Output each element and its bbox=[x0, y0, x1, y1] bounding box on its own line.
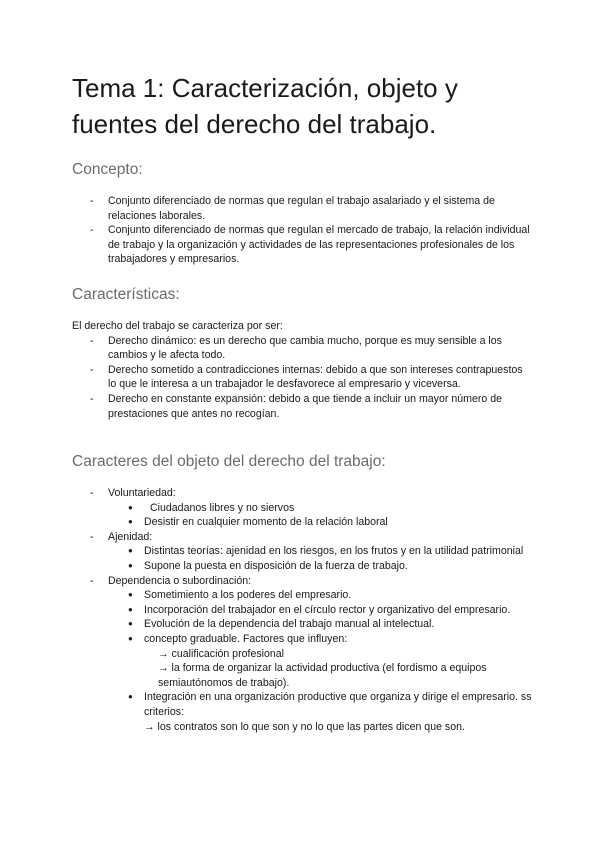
caracteristicas-block bbox=[72, 319, 532, 421]
sub-list-item-text: Sometimiento a los poderes del empresario. bbox=[144, 589, 352, 602]
bullet-marker: ● bbox=[128, 604, 133, 614]
sub-list-item bbox=[72, 515, 532, 530]
sub-list-item-text: Incorporación del trabajador en el círculo rector y organizativo del empresario. bbox=[144, 603, 511, 616]
list-item-text: Derecho dinámico: es un derecho que cambia mucho, porque es muy sensible a los cambios y le afecta todo. bbox=[108, 334, 502, 362]
bullet-marker: ● bbox=[128, 619, 133, 629]
bullet-marker: ● bbox=[128, 502, 133, 512]
list-item bbox=[72, 392, 532, 421]
page-title: Tema 1: Caracterización, objeto y fuentes del derecho del trabajo. bbox=[72, 73, 458, 139]
list-item-text: Derecho sometido a contradicciones internas: debido a que son intereses contrapuestos lo que le interesa a un trabajador le desfavorece al empresario y viceversa. bbox=[108, 363, 523, 391]
sub-list-item bbox=[72, 544, 532, 559]
dependencia-sublist bbox=[72, 588, 532, 734]
list-item-dependencia bbox=[72, 574, 532, 589]
sub-list-item bbox=[72, 588, 532, 603]
bullet-marker: ● bbox=[128, 517, 133, 527]
sub-list-item-text: Evolución de la dependencia del trabajo manual al intelectual. bbox=[144, 618, 435, 631]
sub-list-item-text: Desistir en cualquier momento de la relación laboral bbox=[144, 516, 388, 529]
list-item-text: Dependencia o subordinación: bbox=[108, 574, 252, 587]
factor-line bbox=[144, 661, 532, 690]
caracteristicas-intro: El derecho del trabajo se caracteriza por ser: bbox=[72, 320, 283, 332]
section-heading-caracteres: Caracteres del objeto del derecho del trabajo: bbox=[72, 453, 386, 470]
bullet-marker: ● bbox=[128, 546, 133, 556]
caracteristicas-list bbox=[72, 334, 532, 422]
dash-marker: - bbox=[90, 195, 94, 207]
section-heading-caracteristicas: Características: bbox=[72, 286, 180, 303]
sub-list-item bbox=[72, 501, 532, 516]
list-item-text: Conjunto diferenciado de normas que regulan el trabajo asalariado y el sistema de relaciones laborales. bbox=[108, 195, 495, 222]
sub-list-item bbox=[72, 617, 532, 632]
list-item bbox=[72, 194, 532, 223]
dash-marker: - bbox=[90, 487, 94, 499]
section-heading-concepto: Concepto: bbox=[72, 161, 143, 178]
concepto-list-block bbox=[72, 194, 532, 267]
sub-list-item-text: Supone la puesta en disposición de la fuerza de trabajo. bbox=[144, 559, 408, 572]
sub-list-item-text: concepto graduable. Factores que influyen: bbox=[144, 632, 348, 645]
sub-list-item bbox=[72, 559, 532, 574]
bullet-marker: ● bbox=[128, 633, 133, 643]
list-item-text: Voluntariedad: bbox=[108, 487, 176, 499]
dash-marker: - bbox=[90, 392, 94, 405]
list-item-ajenidad bbox=[72, 530, 532, 545]
bullet-marker: ● bbox=[128, 590, 133, 600]
list-item-text: Derecho en constante expansión: debido a que tiende a incluir un mayor número de prestaciones que antes no recogían. bbox=[108, 392, 502, 420]
sub-list-item-text: Ciudadanos libres y no siervos bbox=[150, 501, 295, 514]
voluntariedad-sublist bbox=[72, 501, 532, 530]
sub-list-item-text: Integración en una organización productive que organiza y dirige el empresario. ss criterios: bbox=[144, 691, 532, 718]
sub-list-item bbox=[72, 632, 532, 690]
dash-marker: - bbox=[90, 530, 94, 543]
caracteres-block bbox=[72, 486, 532, 734]
ajenidad-sublist bbox=[72, 544, 532, 573]
dash-marker: - bbox=[90, 363, 94, 376]
dash-marker: - bbox=[90, 334, 94, 347]
list-item-text: Conjunto diferenciado de normas que regulan el mercado de trabajo, la relación individual de trabajo y la organización y actividades de las representaciones profesionales de los trabajadores y empresarios. bbox=[108, 224, 530, 266]
caracteres-list bbox=[72, 574, 532, 589]
sub-list-item bbox=[72, 690, 532, 734]
list-item bbox=[72, 363, 532, 392]
list-item-voluntariedad bbox=[72, 486, 532, 501]
sub-list-item bbox=[72, 603, 532, 618]
dash-marker: - bbox=[90, 224, 94, 237]
caracteres-list bbox=[72, 486, 532, 501]
bullet-marker: ● bbox=[128, 560, 133, 570]
caracteres-list bbox=[72, 530, 532, 545]
list-item-text: Ajenidad: bbox=[108, 530, 153, 543]
sub-list-item-text: Distintas teorías: ajenidad en los riesgos, en los frutos y en la utilidad patrimonial bbox=[144, 545, 524, 558]
factor-line-text: → la forma de organizar la actividad productiva (el fordismo a equipos semiautónomos de trabajo). bbox=[158, 662, 487, 689]
factor-line: → cualificación profesional bbox=[158, 647, 285, 660]
list-item bbox=[72, 223, 532, 267]
bullet-marker: ● bbox=[128, 692, 133, 702]
list-item bbox=[72, 334, 532, 363]
concepto-list bbox=[72, 194, 532, 267]
dash-marker: - bbox=[90, 574, 94, 587]
criterios-note: → los contratos son lo que son y no lo que las partes dicen que son. bbox=[144, 720, 465, 733]
